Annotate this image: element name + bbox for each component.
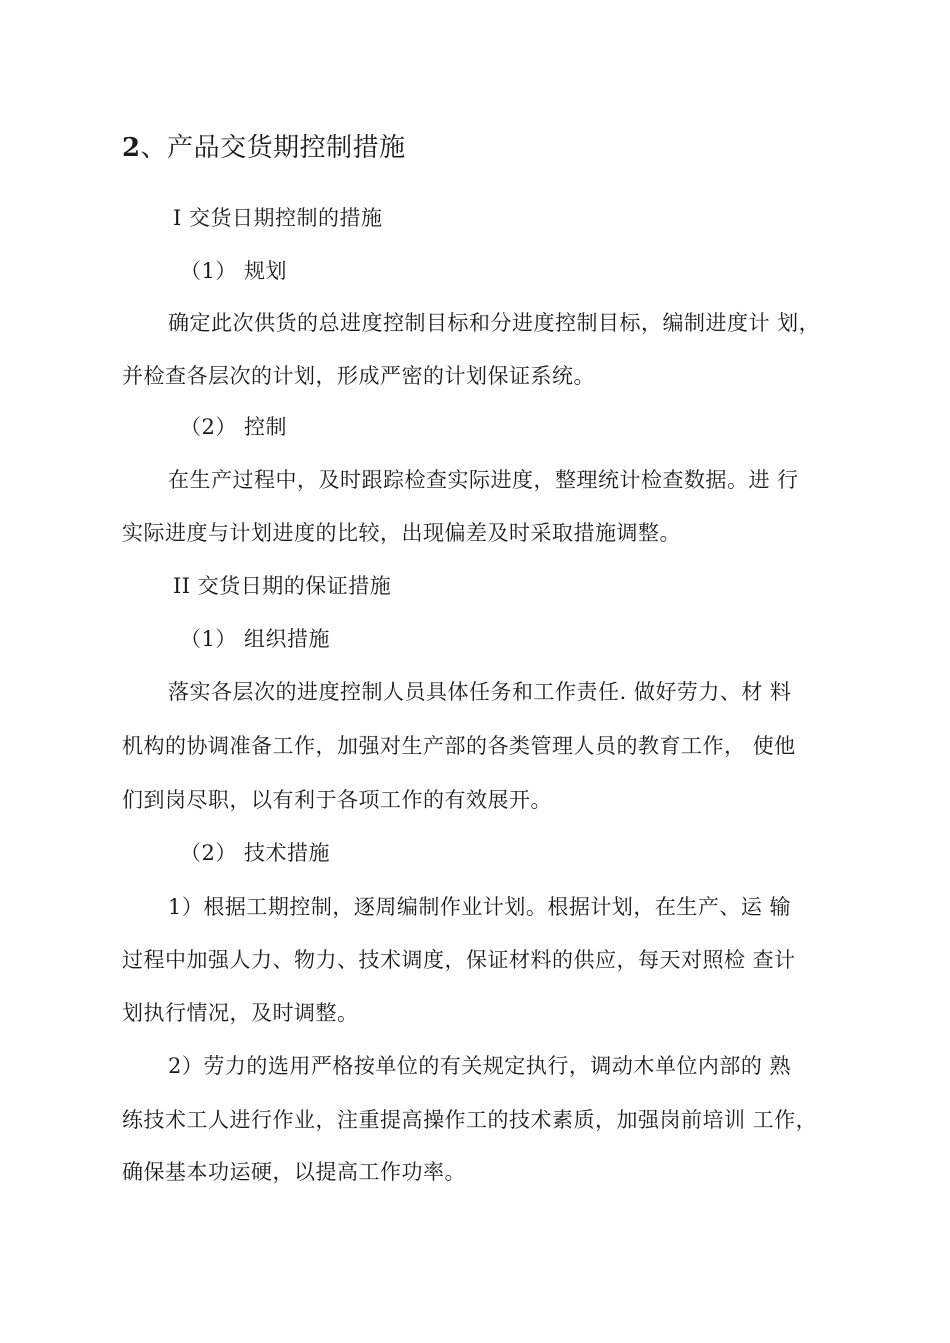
section2-heading: II 交货日期的保证措施 <box>173 574 392 598</box>
document-title <box>122 131 406 165</box>
title-text: 、产品交货期控制措施 <box>140 133 406 163</box>
section2-item1-heading: （1） 组织措施 <box>180 627 331 651</box>
paragraph-line: 2）劳力的选用严格按单位的有关规定执行，调动木单位内部的 熟 <box>168 1054 792 1078</box>
paragraph-line: 实际进度与计划进度的比较，出现偏差及时采取措施调整。 <box>122 521 681 545</box>
paragraph-line: 机构的协调准备工作，加强对生产部的各类管理人员的教育工作， 使他 <box>122 734 796 758</box>
section1-item2-heading: （2） 控制 <box>180 415 288 439</box>
paragraph-line: 确定此次供货的总进度控制目标和分进度控制目标，编制进度计 划， <box>168 311 821 335</box>
title-number: 2 <box>122 133 141 163</box>
paragraph-line: 们到岗尽职，以有利于各项工作的有效展开。 <box>122 788 552 812</box>
paragraph-line: 确保基本功运硬，以提高工作功率。 <box>122 1160 466 1184</box>
paragraph-line: 在生产过程中，及时跟踪检查实际进度，整理统计检查数据。进 行 <box>168 468 799 492</box>
paragraph-line: 落实各层次的进度控制人员具体任务和工作责任. 做好劳力、材 料 <box>168 680 792 704</box>
section1-heading: I 交货日期控制的措施 <box>173 206 383 230</box>
paragraph-line: 并检查各层次的计划，形成严密的计划保证系统。 <box>122 364 595 388</box>
paragraph-line: 过程中加强人力、物力、技术调度，保证材料的供应，每天对照检 查计 <box>122 948 796 972</box>
paragraph-line: 划执行情况，及时调整。 <box>122 1001 359 1025</box>
section2-item2-heading: （2） 技术措施 <box>180 841 331 865</box>
section1-item1-heading: （1） 规划 <box>180 259 288 283</box>
paragraph-line: 1）根据工期控制，逐周编制作业计划。根据计划，在生产、运 输 <box>168 895 792 919</box>
paragraph-line: 练技术工人进行作业，注重提高操作工的技术素质，加强岗前培训 工作， <box>122 1108 818 1132</box>
